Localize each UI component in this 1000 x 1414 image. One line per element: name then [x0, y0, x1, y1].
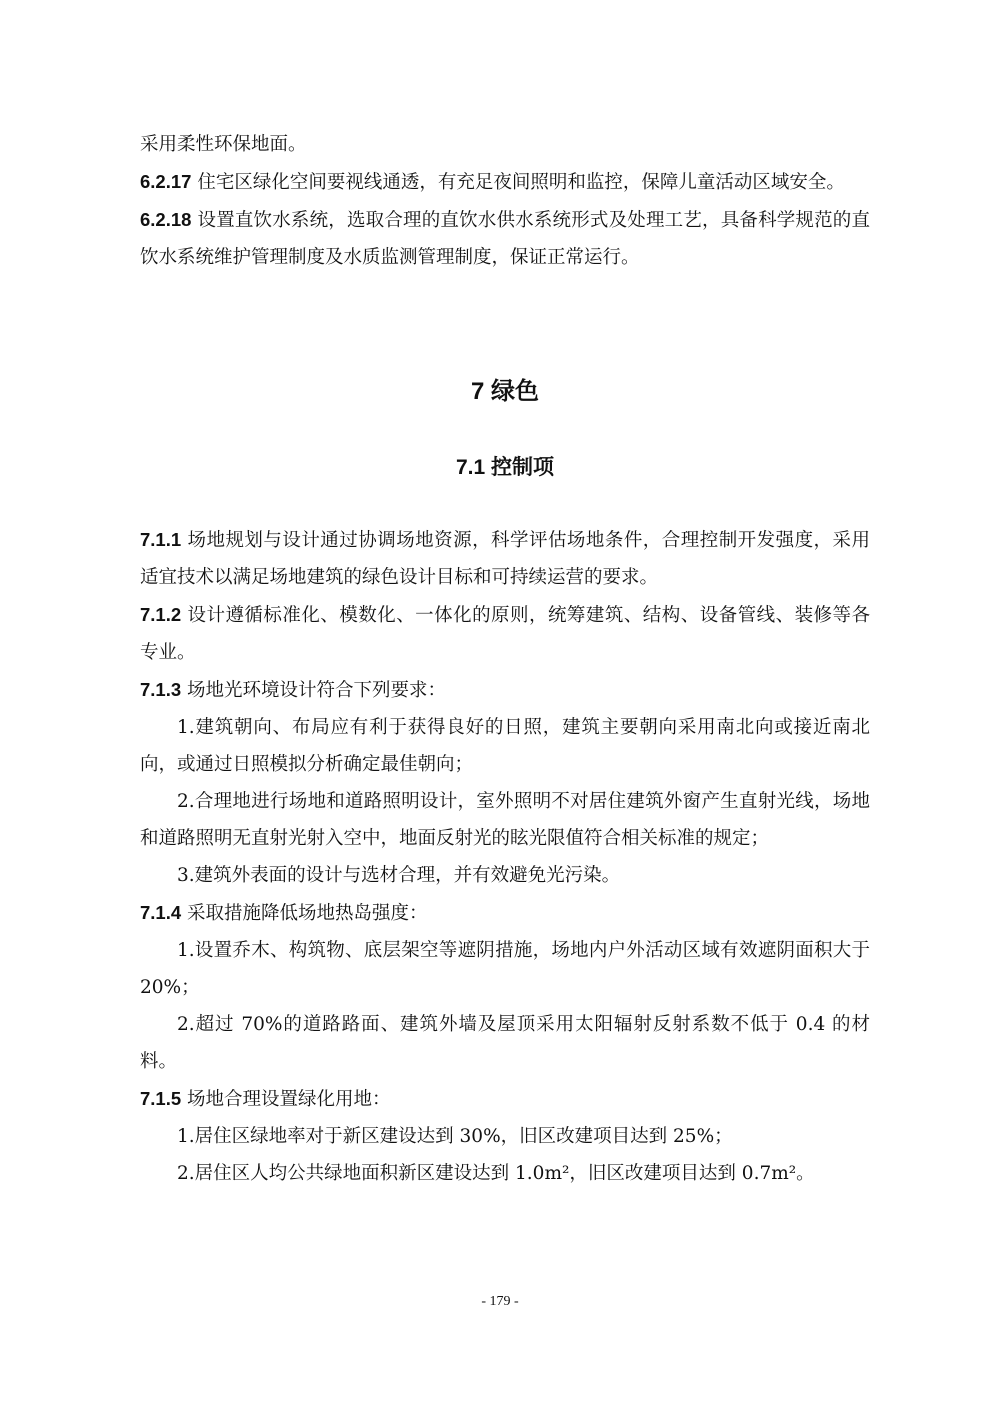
list-item: 2.居住区人均公共绿地面积新区建设达到 1.0m²，旧区改建项目达到 0.7m²。	[177, 1163, 815, 1184]
clause-7-1-2	[140, 596, 870, 671]
body-text-top	[140, 126, 870, 276]
clause-text: 采取措施降低场地热岛强度：	[181, 903, 428, 924]
clause-text: 住宅区绿化空间要视线通透，有充足夜间照明和监控，保障儿童活动区域安全。	[191, 172, 845, 193]
paragraph-continuation: 采用柔性环保地面。	[140, 134, 307, 155]
list-item: 1.设置乔木、构筑物、底层架空等遮阴措施，场地内户外活动区域有效遮阴面积大于 20%；	[140, 940, 870, 998]
section-title: 7.1 控制项	[455, 456, 555, 479]
clause-text: 场地规划与设计通过协调场地资源，科学评估场地条件，合理控制开发强度，采用适宜技术以满足场地建筑的绿色设计目标和可持续运营的要求。	[140, 530, 870, 588]
clause-text: 场地光环境设计符合下列要求：	[181, 680, 447, 701]
clause-number: 7.1.5	[140, 1088, 182, 1109]
clause-6-2-17	[140, 163, 870, 201]
page-number: - 179 -	[481, 1294, 519, 1309]
clause-6-2-18	[140, 201, 870, 276]
list-item: 3.建筑外表面的设计与选材合理，并有效避免光污染。	[177, 865, 621, 886]
clause-7-1-3	[140, 671, 870, 709]
clause-7-1-1	[140, 521, 870, 596]
chapter-title: 7 绿色	[470, 378, 539, 405]
clause-number: 7.1.3	[140, 679, 182, 700]
list-item: 2.超过 70%的道路路面、建筑外墙及屋顶采用太阳辐射反射系数不低于 0.4 的材料。	[140, 1014, 870, 1072]
clause-number: 7.1.4	[140, 902, 182, 923]
list-item: 1.建筑朝向、布局应有利于获得良好的日照，建筑主要朝向采用南北向或接近南北向，或通过日照模拟分析确定最佳朝向；	[140, 717, 870, 775]
list-item: 2.合理地进行场地和道路照明设计，室外照明不对居住建筑外窗产生直射光线，场地和道路照明无直射光射入空中，地面反射光的眩光限值符合相关标准的规定；	[140, 791, 870, 849]
clause-7-1-4	[140, 894, 870, 932]
body-text-main	[140, 521, 870, 1192]
clause-number: 6.2.18	[140, 209, 192, 230]
clause-number: 6.2.17	[140, 171, 192, 192]
clause-number: 7.1.1	[140, 529, 182, 550]
clause-7-1-5	[140, 1080, 870, 1118]
list-item: 1.居住区绿地率对于新区建设达到 30%，旧区改建项目达到 25%；	[177, 1126, 733, 1147]
clause-number: 7.1.2	[140, 604, 182, 625]
clause-text: 设计遵循标准化、模数化、一体化的原则，统筹建筑、结构、设备管线、装修等各专业。	[140, 605, 870, 663]
clause-text: 设置直饮水系统，选取合理的直饮水供水系统形式及处理工艺，具备科学规范的直饮水系统维护管理制度及水质监测管理制度，保证正常运行。	[140, 210, 870, 268]
clause-text: 场地合理设置绿化用地：	[181, 1089, 391, 1110]
